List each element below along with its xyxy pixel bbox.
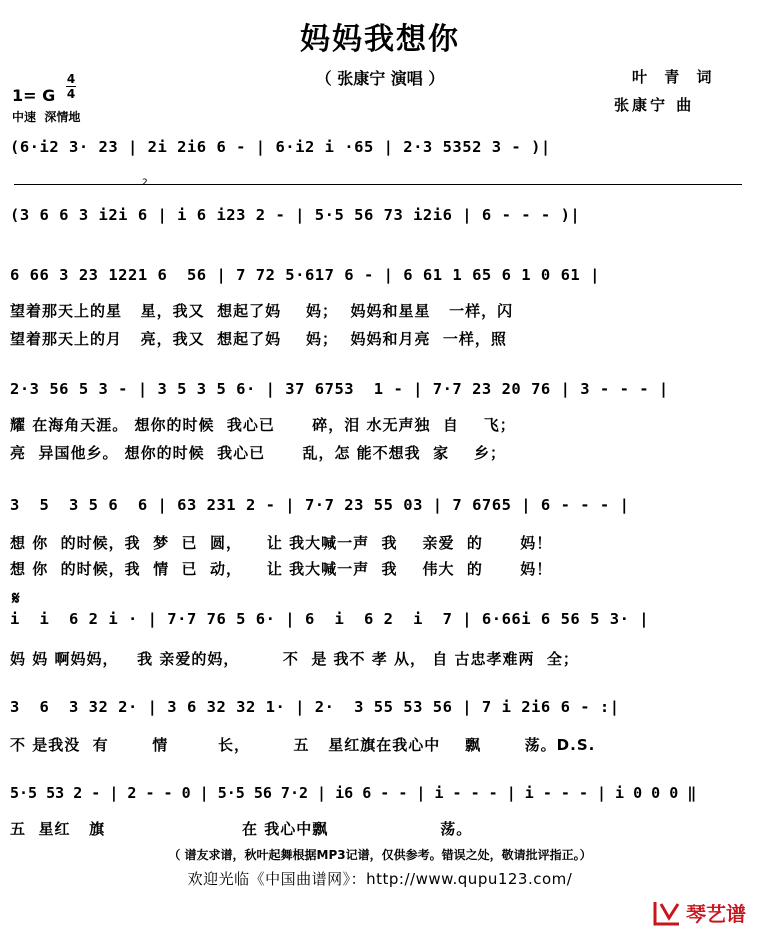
notation-line-8: 5·5 53 2 - | 2 - - 0 | 5·5 56 7·2 | i6 6 - - | i - - - | i - - - | i 0 0 0 ‖	[10, 784, 697, 802]
time-sig-bottom: 4	[66, 87, 76, 101]
time-sig-top: 4	[66, 72, 76, 86]
score-title: 妈妈我想你	[300, 22, 460, 57]
notation-line-3: 6 66 3 23 1221 6 56 | 7 72 5·617 6 - | 6 61 1 65 6 1 0 61 |	[10, 266, 600, 284]
notation-line-2: (3 6 6 3 i2i 6 | i 6 i23 2 - | 5·5 56 73 i2i6 | 6 - - - )|	[10, 206, 581, 224]
lyric-line-3-verse-1: 望着那天上的星 星，我又 想起了妈 妈； 妈妈和星星 一样，闪	[10, 302, 514, 320]
lyric-line-8: 五 星红 旗 在 我心中飘 荡。	[10, 820, 473, 838]
lyric-line-4-verse-1: 耀 在海角天涯。 想你的时候 我心已 碎，泪 水无声独 自 飞；	[10, 416, 516, 434]
lyric-line-7: 不 是我没 有 情 长， 五 星红旗在我心中 飘 荡。D.S.	[10, 736, 596, 754]
website-line[interactable]: 欢迎光临《中国曲谱网》：http://www.qupu123.com/	[187, 870, 573, 888]
lyric-line-3-verse-2: 望着那天上的月 亮，我又 想起了妈 妈； 妈妈和月亮 一样，照	[10, 330, 507, 348]
notation-line-7: 3 6 3 32 2· | 3 6 32 32 1· | 2· 3 55 53 56 | 7 i 2i6 6 - :|	[10, 698, 620, 716]
notation-line-1: (6·i2 3· 23 | 2i 2i6 6 - | 6·i2 i ·65 | 2·3 5352 3 - )|	[10, 138, 551, 156]
key-signature: 1= G	[12, 86, 56, 105]
composer-credit: 张康宁 曲	[614, 96, 695, 114]
segno-sign: 𝄋	[12, 588, 20, 609]
tempo-marking: 中速 深情地	[12, 110, 81, 124]
lyricist-credit: 叶 青 词	[632, 68, 718, 86]
logo-mark-icon	[652, 900, 682, 926]
lyric-line-6: 妈 妈 啊妈妈， 我 亲爱的妈， 不 是 我不 孝 从， 自 古忠孝难两 全；	[10, 650, 579, 668]
section-rule	[14, 184, 742, 185]
notation-line-4: 2·3 56 5 3 - | 3 5 3 5 6· | 37 6753 1 - | 7·7 23 20 76 | 3 - - - |	[10, 380, 669, 398]
time-signature	[66, 72, 76, 101]
lyric-line-5-verse-1: 想 你 的时候，我 梦 已 圆， 让 我大喊一声 我 亲爱 的 妈！	[10, 534, 553, 552]
notation-line-6: i i 6 2 i · | 7·7 76 5 6· | 6 i 6 2 i 7 | 6·66i 6 56 5 3· |	[10, 610, 650, 628]
notation-line-5: 3 5 3 5 6 6 | 63 231 2 - | 7·7 23 55 03 | 7 6765 | 6 - - - |	[10, 496, 630, 514]
lyric-line-5-verse-2: 想 你 的时候，我 情 已 动， 让 我大喊一声 我 伟大 的 妈！	[10, 560, 553, 578]
site-logo	[652, 898, 746, 927]
lyric-line-4-verse-2: 亮 异国他乡。 想你的时候 我心已 乱，怎 能不想我 家 乡；	[10, 444, 507, 462]
performer: （ 张康宁 演唱 ）	[315, 69, 445, 88]
rule-marker: 2	[142, 178, 148, 188]
logo-text: 琴艺谱	[686, 902, 746, 926]
transcriber-note: （ 谱友求谱，秋叶起舞根据MP3记谱，仅供参考。错误之处，敬请批评指正。）	[168, 848, 592, 862]
